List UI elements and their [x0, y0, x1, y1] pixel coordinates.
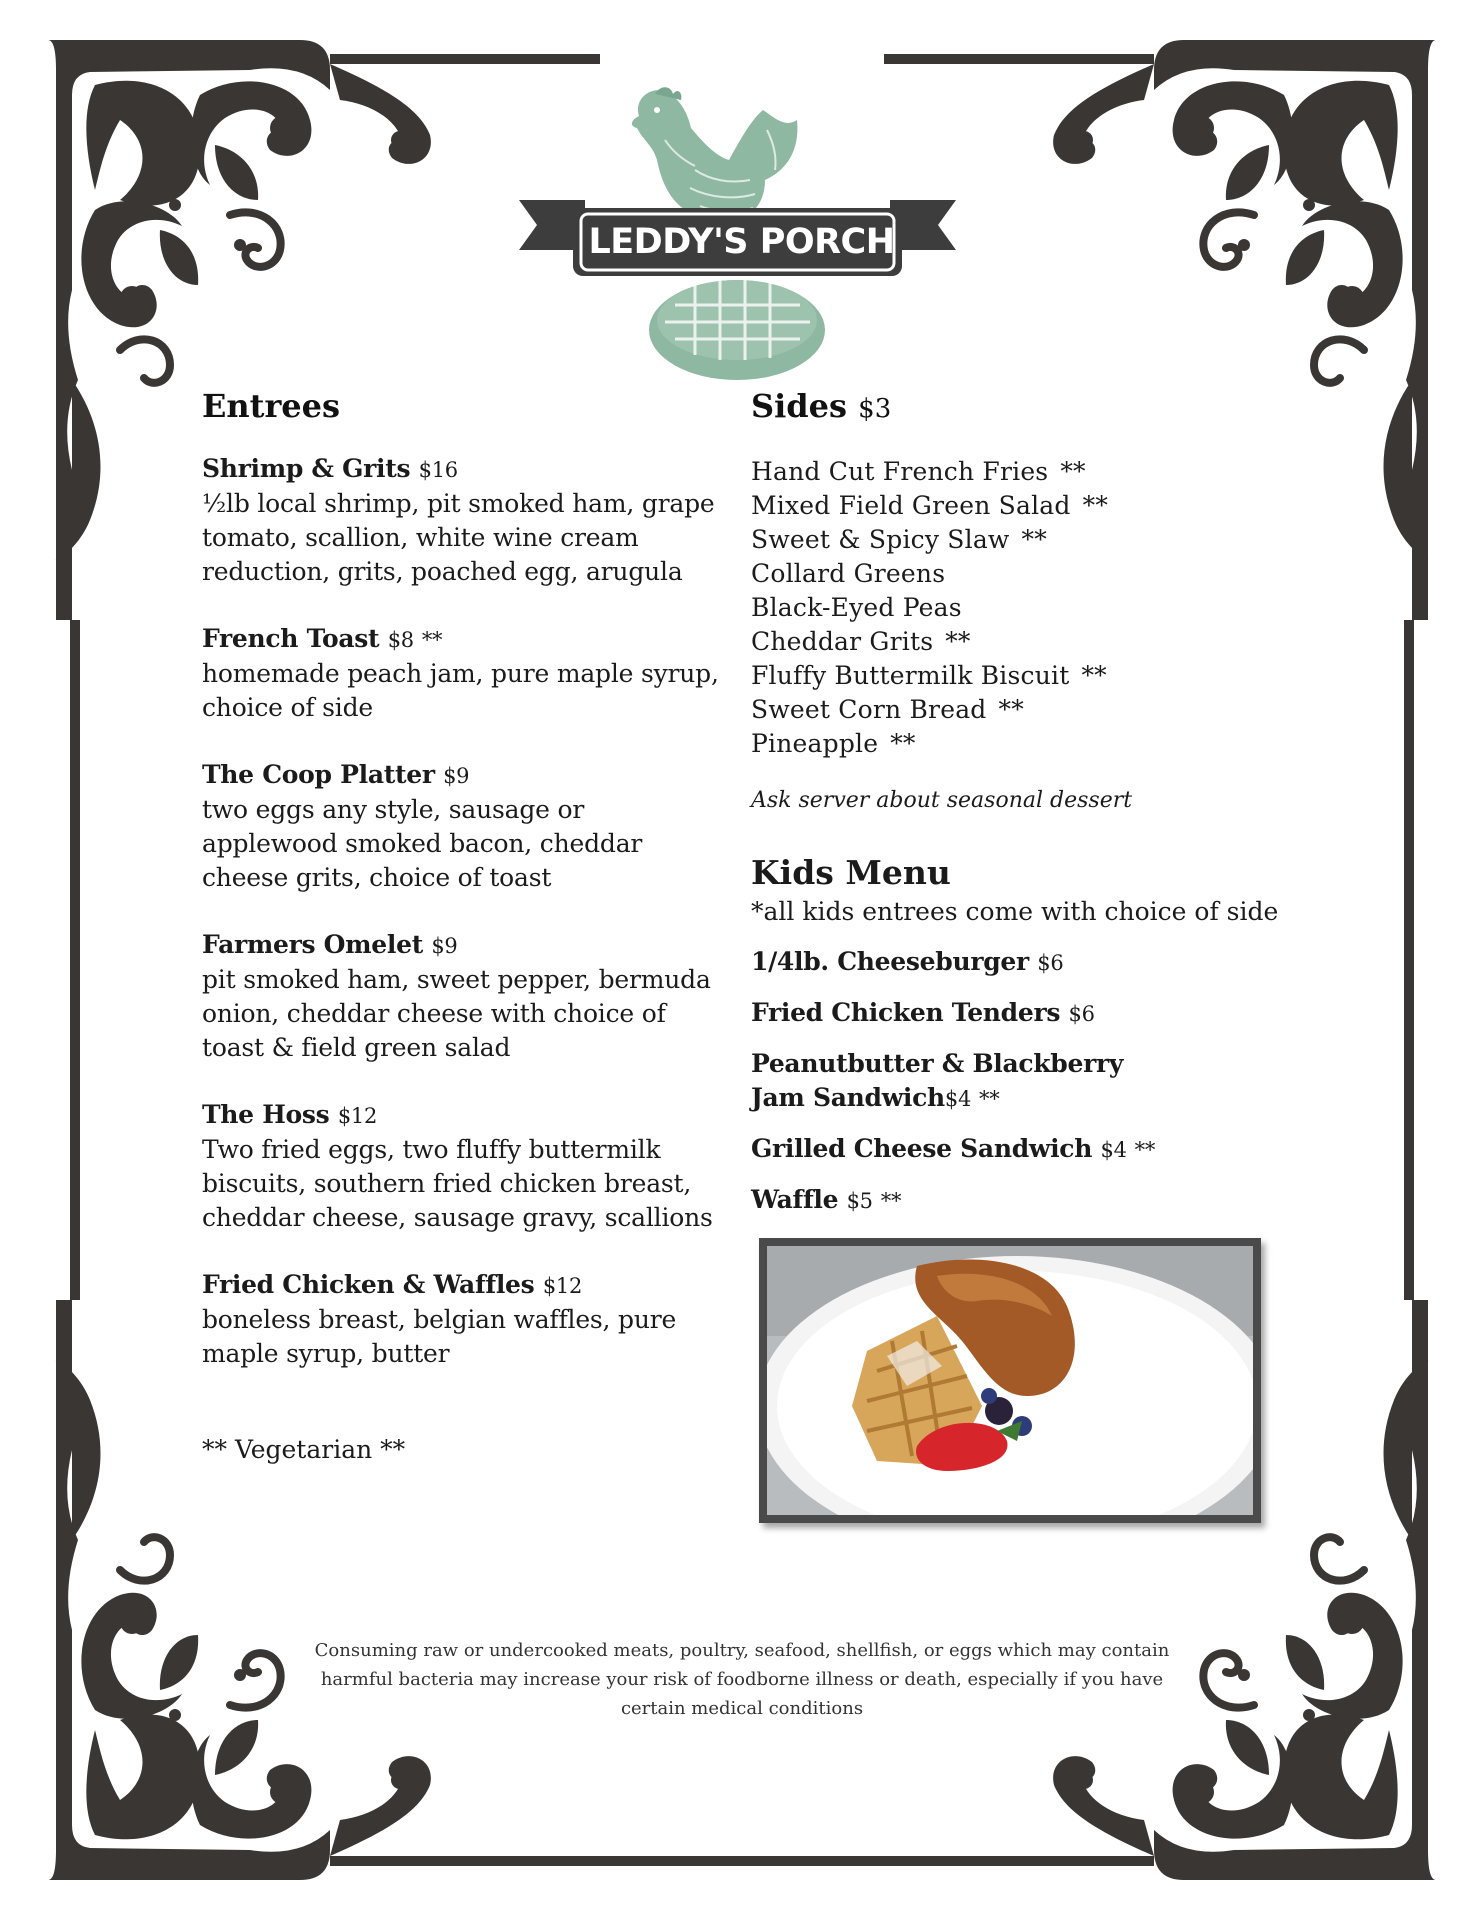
side-veg-mark: ** — [945, 627, 971, 656]
side-veg-mark: ** — [998, 695, 1024, 724]
kids-item-price: $6 — [1037, 951, 1064, 975]
side-name: Sweet Corn Bread — [751, 695, 987, 724]
side-name: Hand Cut French Fries — [751, 457, 1049, 486]
kids-item — [751, 1132, 1291, 1167]
entree-price: $16 — [418, 458, 458, 482]
entree-description: ½lb local shrimp, pit smoked ham, grape tomato, scallion, white wine cream reduction, grits, poached egg, arugula — [202, 489, 715, 586]
entree-name-line — [202, 928, 722, 963]
side-item — [751, 591, 1291, 625]
kids-menu-title: Kids Menu — [751, 853, 951, 892]
entree-name: Fried Chicken & Waffles — [202, 1270, 535, 1299]
entree-name-line — [202, 1268, 722, 1303]
entree-price: $9 — [431, 934, 458, 958]
entree-description: two eggs any style, sausage or applewood smoked bacon, cheddar cheese grits, choice of toast — [202, 795, 643, 892]
sides-price: $3 — [858, 394, 892, 424]
side-item — [751, 455, 1291, 489]
side-item — [751, 659, 1291, 693]
kids-item-price: $6 — [1068, 1002, 1095, 1026]
side-name: Pineapple — [751, 729, 879, 758]
kids-item-veg-mark: ** — [979, 1087, 1000, 1111]
entree-name-line — [202, 452, 722, 487]
sides-title: Sides — [751, 387, 848, 425]
vegetarian-note: ** Vegetarian ** — [202, 1435, 406, 1464]
side-name: Sweet & Spicy Slaw — [751, 525, 1010, 554]
kids-item-name: Fried Chicken Tenders — [751, 998, 1061, 1027]
entree-name: Shrimp & Grits — [202, 454, 411, 483]
entree-name: French Toast — [202, 624, 380, 653]
entree-item — [202, 758, 722, 895]
entree-price: $8 — [387, 628, 414, 652]
kids-menu-note: *all kids entrees come with choice of side — [751, 897, 1279, 926]
entree-description: homemade peach jam, pure maple syrup, choice of side — [202, 659, 719, 722]
side-item — [751, 557, 1291, 591]
kids-item-name: Waffle — [751, 1185, 839, 1214]
side-veg-mark: ** — [1081, 661, 1107, 690]
entree-name: Farmers Omelet — [202, 930, 423, 959]
side-name: Fluffy Buttermilk Biscuit — [751, 661, 1070, 690]
sides-kids-column — [751, 382, 1291, 1218]
entree-price: $12 — [337, 1104, 378, 1128]
entree-description: boneless breast, belgian waffles, pure maple syrup, butter — [202, 1305, 677, 1368]
kids-item — [751, 945, 1291, 980]
entrees-title: Entrees — [202, 387, 341, 425]
kids-item-name: 1/4lb. Cheeseburger — [751, 947, 1029, 976]
kids-item-name: Peanutbutter & Blackberry Jam Sandwich — [751, 1049, 1124, 1112]
side-name: Cheddar Grits — [751, 627, 934, 656]
dessert-note: Ask server about seasonal dessert — [751, 788, 1133, 813]
entrees-column — [202, 382, 722, 1467]
side-item — [751, 489, 1291, 523]
side-item — [751, 523, 1291, 557]
side-name: Black-Eyed Peas — [751, 593, 962, 622]
side-name: Collard Greens — [751, 559, 946, 588]
sides-title-line — [751, 382, 1291, 433]
kids-item-price: $4 — [1100, 1138, 1127, 1162]
food-illustration — [767, 1246, 1253, 1515]
side-item — [751, 727, 1291, 761]
brand-name: LEDDY'S PORCH — [588, 222, 895, 262]
entree-price: $12 — [542, 1274, 583, 1298]
entree-name: The Hoss — [202, 1100, 330, 1129]
entree-item — [202, 452, 722, 589]
entrees-list — [202, 452, 722, 1371]
side-item — [751, 693, 1291, 727]
side-veg-mark: ** — [1082, 491, 1109, 520]
entree-item — [202, 622, 722, 725]
sides-list — [751, 455, 1291, 761]
side-veg-mark: ** — [1021, 525, 1047, 554]
kids-item-price: $4 — [944, 1087, 972, 1111]
kids-item-veg-mark: ** — [1134, 1138, 1156, 1162]
entree-name-line — [202, 1098, 722, 1133]
kids-item — [751, 1183, 1291, 1218]
entree-name: The Coop Platter — [202, 760, 435, 789]
entree-name-line — [202, 758, 722, 793]
kids-item-name: Grilled Cheese Sandwich — [751, 1134, 1093, 1163]
kids-item-veg-mark: ** — [880, 1189, 902, 1213]
entree-item — [202, 928, 722, 1065]
entree-description: pit smoked ham, sweet pepper, bermuda onion, cheddar cheese with choice of toast & field green salad — [202, 965, 711, 1062]
entree-price: $9 — [443, 764, 470, 788]
entree-item — [202, 1098, 722, 1235]
side-veg-mark: ** — [890, 729, 916, 758]
side-veg-mark: ** — [1060, 457, 1086, 486]
food-safety-disclaimer: Consuming raw or undercooked meats, poultry, seafood, shellfish, or eggs which may contain harmful bacteria may increase your risk of foodborne illness or death, especially if you have certain medical conditions — [314, 1640, 1170, 1719]
entree-description: Two fried eggs, two fluffy buttermilk biscuits, southern fried chicken breast, cheddar cheese, sausage gravy, scallions — [202, 1135, 713, 1232]
entree-item — [202, 1268, 722, 1371]
side-item — [751, 625, 1291, 659]
entree-name-line — [202, 622, 722, 657]
kids-item — [751, 996, 1291, 1031]
side-name: Mixed Field Green Salad — [751, 491, 1071, 520]
chicken-waffles-photo — [759, 1238, 1261, 1523]
kids-item-price: $5 — [846, 1189, 873, 1213]
entree-veg-mark: ** — [421, 628, 443, 652]
kids-item — [751, 1047, 1171, 1116]
